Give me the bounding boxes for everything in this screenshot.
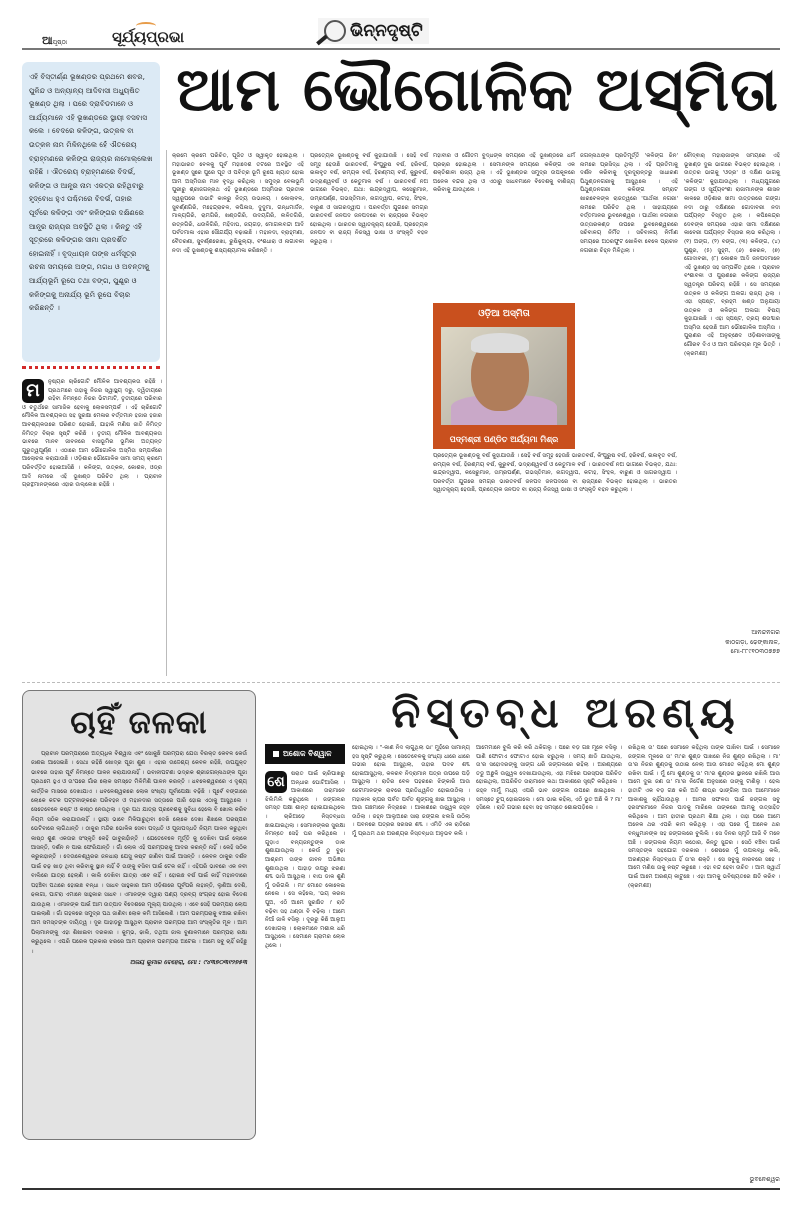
- article2-col4: [628, 744, 780, 1172]
- article1-col5-text: ଚୌଦ୍ଵାର୍ ମହାରାଜାଙ୍କ ସମୟରେ ଏହି ଭୂଖଣ୍ଡ ଦୁଇ ଭାଗରେ ବିଭକ୍ତ ହୋଇଥିଲା । ଉତ୍ତର ଭାଗକୁ 'ଓଡ୍ର' ଓ ଦକ୍ଷିଣ ଭାଗକୁ 'କଳିଙ୍ଗ' କୁହାଯାଉଥିଲା । ମଧ୍ୟଯୁଗରେ ଗଙ୍ଗ ଓ ସୂର୍ଯ୍ୟବଂଶୀ ରାଜାମାନଙ୍କ ଶାସନ କାଳରେ ଓଡ଼ିଶାର ସୀମା ଉତ୍ତରରେ ଗଙ୍ଗା ନଦୀ ଠାରୁ ଦକ୍ଷିଣରେ ଗୋଦାବରୀ ନଦୀ ପର୍ଯ୍ୟନ୍ତ ବିସ୍ତୃତ ଥିଲା । କପିଳେନ୍ଦ୍ର ଦେବଙ୍କ ସମୟରେ ଏହାର ସୀମା ଦକ୍ଷିଣରେ କାବେରୀ ପର୍ଯ୍ୟନ୍ତ ବିସ୍ତାର ଲାଭ କରିଥିଲା । (୧) ଅଙ୍ଗ, (୨) ବଙ୍ଗ, (୩) କଳିଙ୍ଗ, (୪) ପୁଣ୍ଡ୍ର, (୫) ସୁହ୍ମ, (୬) କେରଳ, (୭) ଗୋଦାବରୀ, (୮) କୋଶଳ ଆଦି ଜନପଦମାନେ ଏହି ଭୂଖଣ୍ଡ ସହ ସମ୍ପର୍କିତ ଥିଲେ । ପ୍ରାଚୀନ ବଂଶାବଳୀ ଓ ପୁରାଣରେ କଳିଙ୍ଗ ରାଜ୍ୟର ସ୍ୱତନ୍ତ୍ର ପରିଚୟ ରହିଛି । ସେ ସମୟରେ ଉତ୍କଳ ଓ କଳିଙ୍ଗ ଅଲଗା ରାଜ୍ୟ ଥିଲା । ଏହା ସ୍ପଷ୍ଟ, ବ୍ରହ୍ମ ଖଣ୍ଡ ଅନୁଯାୟୀ ଉତ୍କଳ ଓ କଳିଙ୍ଗ ଅଲଗା ବିଷୟ କୁହାଯାଇଛି । ଏହା ସ୍ପଷ୍ଟ, ତ୍ରୟ ଶତାବ୍ଦୀର ଅସ୍ମିତା ହେଉଛି ଆମ ଭୌଗୋଳିକ ଅସ୍ମିତା । ପୁରାଣର ଏହି ଅନୁଚ୍ଛେଦ ଓଡ଼ିଶାବାସୀଙ୍କୁ ଗୌରବ ଦିଏ ଓ ଆମ ପରିଚୟର ମୂଳ ଭିତ୍ତି ।: [684, 153, 780, 349]
- article1-col1: [22, 378, 162, 678]
- series-note: (କ୍ରମଶଃ): [684, 350, 708, 357]
- article1-col2-text: କ୍ରମେ କ୍ରମେ ପରିଚିତ, ପୂଜିତ ଓ ସ୍ୱୀକୃତ ହୋଇଥିଲା । ମହାଭାରତ ବେଳକୁ ପୂର୍ବ ମହାଦେଶ ତଟରେ ଅବସ୍ଥିତ ଏହି ଭୂଖଣ୍ଡ ସୁରେ ପୁରେ ପୂତ ଓ ପବିତ୍ର ଭୂମି ରୂପେ ଖ୍ୟାତ ହୋଇ ଆମ ଅସ୍ମିତାର ମାନ ବୃଦ୍ଧି କରିଥିଲା । ସମୁଦ୍ର ବେଳାଭୂମି ପୁରୀରୁ ଶ୍ରୀଜଗନ୍ନାଥ ଏହି ଭୂଖଣ୍ଡରେ ଅସ୍ମିତାର ପ୍ରତୀକ ସ୍ୱରୂପରେ ଉଭାଟି କାଳରୁ ନିତ୍ୟ ଉଭାଳୟ । କୋଲାବଳ, ସୁବର୍ଣ୍ଣଗିରି, ମହେନ୍ଦ୍ରାଚଳ, କପିଳାସ, ଦୁଦୁମା, ଗନ୍ଧମାର୍ଦ୍ଦନ, ମାଳ୍ୟଗିରି, ରାମଗିରି, ଖଣ୍ଡଗିରି, ଉଦୟଗିରି, ଲଳିତଗିରି, ରତ୍ନଗିରି, ଧଉଳିଗିରି, ମହିଦାଘ, ଜୟଗଡ଼, ମୋଗଲବନ୍ଦୀ ଆଦି ପର୍ବତମାଳା ଏହାର ସୌନ୍ଦର୍ଯ୍ୟ ବଢ଼ାଇଛି । ମହାନଦୀ, ବ୍ରାହ୍ମଣୀ, ବୈତରଣୀ, ସୁବର୍ଣ୍ଣରେଖା, ରୁଷିକୁଲ୍ୟା, ବଂଶଧାରା ଓ ନାଗାବଳୀ ନଦୀ ଏହି ଭୂଖଣ୍ଡକୁ ଶସ୍ୟଶ୍ୟାମଳା କରିଛନ୍ତି ।: [172, 153, 304, 254]
- article2-col1-text: ଷରାତ ପାଇଁ ଚାରିପାଖରୁ ଅନ୍ଧାର ଘୋଟିଆସିଲା । ଆକାଶରେ ତାରାମାନେ ଝିଲିମିଲି କରୁଥିଲେ । ଜଙ୍ଗଲର ସମସ୍ତ ପକ୍ଷୀ ଶାନ୍ତ ହୋଇଯାଇଥିଲେ । ଚାରିଆଡ଼େ ନିସ୍ତବ୍ଧତା ଛାଇଯାଇଥିଲା । ସେମାନଙ୍କର ସୁରକ୍ଷା ନିମନ୍ତେ ସେହି ଘର କରିଥିଲେ । ଗୁଡ଼ାଏ ବନ୍ୟଜନ୍ତୁଙ୍କ ଡାକ ଶୁଣାଯାଉଥିଲା । କେଉଁ ଠୁ ବୁଢ଼ା ଆଶ୍ରମ ତାଙ୍କ ଜୀବନ ଅଭିଜ୍ଞତା ଶୁଣାଉଥିଲା । ପାହାଡ଼ ଉପରୁ ଝରଣା ଶବ୍ଦ ଭାସି ଆସୁଥିଲା । ବାଘ ଡାକ ଶୁଣି ମୁଁ ଡରିଗଲି । ମା' ମୋତେ କୋଳେଇ ନେଲେ । ସେ କହିଲେ, 'ଭୟ କରନା ପୁଅ, ଏଠି ଆମେ ସୁରକ୍ଷିତ ।' ରାତି ବଢ଼ିବା ସହ ଥଣ୍ଡା ବି ବଢ଼ିଲା । ଆମେ ନିଆଁ ଜାଳି ବସିଲୁ । ଦୂରରୁ କିଛି ଆଲୁଅ ଦେଖାଗଲା । ଲୋକମାନେ ମଶାଲ ଧରି ଆସୁଥିଲେ । ସେମାନେ ଗ୍ରାମର ଲୋକ ଥିଲେ ।: [265, 771, 345, 949]
- article2-col3-text: ଆମେମାନେ ବୁଲି କରି କରି ଥକିଗଲୁ । ପରେ ବଡ଼ ଗଛ ମୂଳେ ବସିଲୁ । ପାଣି ଫୋଟାଏ ଫୋଟାଏ ହୋଇ ଝରୁଥିଲା । ସମୟ ଛାଡି ଯାଉଥିଲା, ତା'ର ସହୋଦରଙ୍କୁ ସାଙ୍ଗ ଧରି ଜଙ୍ଗଲରେ ରହିଲା । ଅରଣ୍ୟରେ ତଡୁ ଅଛୁଳି ଉଜ୍ଜ୍ୱଳ ଦେଖାଯାଉଥିଲା, ଏହା ମଝିରେ ପରସ୍ପର ପରିଚିତ ହୋଇଥିଲା, ଅପରିଚିତ ତାରାମାନେ କଥା ଆକାଶରେ ସୃଷ୍ଟି କରିଥିଲେ । ଜହ୍ନ ମାମୁଁ ମଧ୍ୟ ଏପରି ଭାବ ଜଙ୍ଗଲ ଉପରେ ଛାଇଥିଲେ । ସମସ୍ତେ ଚୁପ୍ ହୋଇଗଲେ । ମୋ ଭାଇ କହିଲା, ଏଠି ଭୂତ ଅଛି କି ? ମା' ହସିଲେ । ରାତି ଗଭୀର ହେବା ସହ ସମସ୍ତେ ଶୋଇପଡ଼ିଲେ ।: [476, 745, 622, 812]
- article1-col2: [172, 152, 304, 676]
- photo-hair: [471, 333, 529, 353]
- sidebar-text: ଏହି ବିସ୍ତୀର୍ଣ୍ଣ ଭୂଖଣ୍ଡର ପ୍ରଥମେ ଶବର, ପୁଳିନ୍ଦ ଓ ଅନ୍ୟାନ୍ୟ ଆଦିବାସୀ ଅଧ୍ୟୁଷିତ ଭୂଖଣ୍ଡ ଥିଲା । ପରେ ଦ୍ରାବିଡମାନେ ଓ ଆର୍ଯ୍ୟମାନେ ଏହି ଭୂଖଣ୍ଡରେ ସ୍ଥାୟୀ ବସବାସ କଲେ । ବେଦରେ କଳିଙ୍ଗ, ଉତ୍କଳ ବା ଉତ୍କଳ ନାମ ମିଳିନଥିଲେ ହେଁ ଐତରେୟ ବ୍ରାହ୍ମଣରେ କଳିଙ୍ଗ ରାଜ୍ୟର ନାମୋଲ୍ଲେଖ ରହିଛି । ଐତରେୟ ବ୍ରାହ୍ମଣରେ ବିଦର୍ଭ, କଳିଙ୍ଗ ଓ ଆନ୍ଧ୍ର ନାମ ଏକତ୍ର ରହିଥିବାରୁ ହୃଦ୍‌ବୋଧ ହୁଏ ପଶ୍ଚିମରେ ବିଦର୍ଭ, ତାହାର ପୂର୍ବରେ କଳିଙ୍ଗ ଏବଂ କଳିଙ୍ଗର ଦକ୍ଷିଣରେ ଆନ୍ଧ୍ର ରାଜ୍ୟର ଅବସ୍ଥିତି ଥିଲା । କିନ୍ତୁ ଏହି ସୂତ୍ରରେ କଳିଙ୍ଗର ସୀମା ପ୍ରଦର୍ଶିତ ହୋଇନାହିଁ । ବୃଦ୍ଧାୟନ ତାଙ୍କ ଧର୍ମସୂତ୍ର ରଚନା ସମୟରେ ଅଙ୍ଗ, ମଗଧ ଓ ଅବନ୍ତୀକୁ ଆର୍ଯ୍ୟଭୂମି ରୂପେ ତଥା ବଙ୍ଗ, ପୁଣ୍ଡ୍ର ଓ କଳିଙ୍ଗକୁ ଅନାର୍ଯ୍ୟ ଭୂମି ରୂପେ ବିଚାର କରିଛନ୍ତି ।: [29, 72, 153, 313]
- dotted-divider: [22, 366, 160, 369]
- article1-signature: [684, 628, 780, 657]
- column-divider: [166, 150, 167, 676]
- sidebox-article: [22, 690, 256, 1140]
- newspaper-logo: [112, 28, 184, 46]
- article1-col3: [310, 152, 428, 676]
- dropcap: ମ: [22, 379, 44, 403]
- article2-col1: [265, 770, 345, 1182]
- section-logo: [318, 18, 429, 44]
- magnifier-icon: [324, 20, 346, 42]
- article1-col4b: [580, 152, 678, 452]
- byline: [265, 744, 345, 764]
- article2-col3: [476, 744, 622, 1174]
- page-header: [0, 0, 800, 50]
- article2-col2-text: ହୋଇଥିଲା । "-କାଣ ନିଦ ଲାଗୁଥିଲା ଭା' ମୁହଁରେ ସାମାନ୍ୟ ହସ ସୃଷ୍ଟି କରୁଥିଲା । ସେତେବେଳକୁ ସଂଧ୍ୟା ଧୀରେ ଧୀରେ ଗଭୀର ହୋଇ ଆସୁଥିଲା, ତାହାର ପଦଚ ଶବ୍ଦ ହୋଇଆସୁଥିଲା, କଳରବ ନିଦ୍ରାମାନ ପତ୍ର ଉପରେ ପଡ଼ି ଆସୁଥିଲା । ରାତିର ବେଳ ପହରରେ ଝିଙ୍କାରି ଆଉ ଜେଟୀମାନଙ୍କ ରାବରେ ପ୍ରତିଧ୍ୱନିତ ହୋଇଉଠିଲା । ମହାକାଳ ଚାପର ପର୍ବତ ପର୍ବତ ଶୃଙ୍ଗକୁ ଛାଇ ଆସୁଥିଲା । ଆଉ ଗଛମାନେ ନିଦ୍ରାରେ । ଆକାଶରେ ଉଜ୍ଜ୍ୱଳ ଜହ୍ନ ଉଠିଲା । ଜହ୍ନ ଆଲୁଅରେ ସାରା ଜଙ୍ଗଲ ଝଲସି ଉଠିଲା । ପବନରେ ପତ୍ରର ସରସର ଶବ୍ଦ । ଏମିତି ଏକ ରାତିରେ ମୁଁ ପ୍ରଥମ ଥର ଅରଣ୍ୟର ନିସ୍ତବ୍ଧତା ଅନୁଭବ କଲି ।: [352, 745, 470, 837]
- article1-col5: [684, 152, 780, 624]
- sidebar-quote-box: [22, 62, 160, 362]
- page-number-value: ଆ: [42, 34, 53, 47]
- article2-col2: [352, 744, 470, 1174]
- signature-phone: ମୋ-୮୮୯୧୦୩୦୭୭୭: [730, 648, 780, 655]
- author-portrait-card: [433, 303, 575, 449]
- sidebox-signature: ଅଜୟ କୁମାର ବେହେରା, ମୋ : ୯୪୩୭୦୩୧୨୭୫୩: [129, 958, 247, 966]
- article1-col4c: [433, 452, 677, 676]
- article1-col4c-text: ପ୍ରତ୍ୟେକ ଭୂଖଣ୍ଡକୁ ବର୍ଷ କୁହାଯାଉଛି । ସେହି ବର୍ଷ ସମୂହ ହେଉଛି ଭାରତବର୍ଷ, କିଂପୁରୁଷ ବର୍ଷ, ହରିବର୍ଷ, ଇଳାବୃତ ବର୍ଷ, ରମ୍ୟକ ବର୍ଷ, ହିରଣ୍ମୟ ବର୍ଷ, କୁରୁବର୍ଷ, ଭଦ୍ରାଶ୍ୱବର୍ଷ ଓ କେତୁମାଳ ବର୍ଷ । ଭାରତବର୍ଷ ନଅ ଭାଗରେ ବିଭକ୍ତ, ଯଥା: ଇନ୍ଦ୍ରଦ୍ୱୀପ, କସେରୁମାନ, ତାମ୍ରପର୍ଣ୍ଣ, ଗଭସ୍ତିମାନ, ନାଗଦ୍ୱୀପ, କଟାହ, ସିଂହଳ, ବାରୁଣ ଓ ସାଗରଦ୍ୱୀପ । ପରବର୍ତ୍ତୀ ଯୁଗରେ ସମଗ୍ର ଭାରତବର୍ଷ ଜନପଦ ଜନପଦରେ ବା ରାଜ୍ୟରେ ବିଭକ୍ତ ହୋଇଥିଲା । ଭାରତର ସ୍ୱାତନ୍ତ୍ର୍ୟ ହେଉଛି, ପ୍ରତ୍ୟେକ ଜନପଦ ବା ରାଜ୍ୟ ନିଜସ୍ୱ ଭାଷା ଓ ସଂସ୍କୃତି ବହନ କରୁଥିଲା ।: [433, 453, 677, 494]
- signature-line1: ଆନନ୍ଦନଗର: [751, 629, 780, 636]
- article1-col3-text: ପ୍ରତ୍ୟେକ ଭୂଖଣ୍ଡକୁ ବର୍ଷ କୁହାଯାଉଛି । ସେହି ବର୍ଷ ସମୂହ ହେଉଛି ଭାରତବର୍ଷ, କିଂପୁରୁଷ ବର୍ଷ, ହରିବର୍ଷ, ଇଳାବୃତ ବର୍ଷ, ରମ୍ୟକ ବର୍ଷ, ହିରଣ୍ମୟ ବର୍ଷ, କୁରୁବର୍ଷ, ଭଦ୍ରାଶ୍ୱବର୍ଷ ଓ କେତୁମାଳ ବର୍ଷ । ଭାରତବର୍ଷ ନଅ ଭାଗରେ ବିଭକ୍ତ, ଯଥା: ଇନ୍ଦ୍ରଦ୍ୱୀପ, କସେରୁମାନ, ତାମ୍ରପର୍ଣ୍ଣ, ଗଭସ୍ତିମାନ, ନାଗଦ୍ୱୀପ, କଟାହ, ସିଂହଳ, ବାରୁଣ ଓ ସାଗରଦ୍ୱୀପ । ପରବର୍ତ୍ତୀ ଯୁଗରେ ସମଗ୍ର ଭାରତବର୍ଷ ଜନପଦ ଜନପଦରେ ବା ରାଜ୍ୟରେ ବିଭକ୍ତ ହୋଇଥିଲା । ଭାରତର ସ୍ୱାତନ୍ତ୍ର୍ୟ ହେଉଛି, ପ୍ରତ୍ୟେକ ଜନପଦ ବା ରାଜ୍ୟ ନିଜସ୍ୱ ଭାଷା ଓ ସଂସ୍କୃତି ବହନ କରୁଥିଲା ।: [310, 153, 428, 245]
- article2-signature: ଭୁବନେଶ୍ୱର: [749, 1176, 780, 1183]
- brand-name: ସୂର୍ଯ୍ୟପ୍ରଭା: [112, 28, 185, 46]
- page-number: [42, 34, 67, 48]
- footer-rule: [22, 1188, 780, 1190]
- section-divider: [22, 682, 780, 683]
- headline-main: ଆମ ଭୌଗୋଳିକ ଅସ୍ମିତା: [176, 55, 779, 125]
- page-label: ପୃଷ୍ଠା: [52, 39, 67, 46]
- bullet-icon: [273, 751, 279, 757]
- article1-col4: [433, 152, 575, 300]
- signature-line2: କାଠଗଡ଼ା, ଢେଙ୍କାନାଳ,: [725, 638, 780, 646]
- headline-story: ନିସ୍ତବ୍ଧ ଅରଣ୍ୟ: [391, 688, 741, 737]
- author-name: ପଦ୍ମଶ୍ରୀ ପଣ୍ଡିତ ଅର୍ଯ୍ୟମା ମିଶ୍ର: [449, 435, 559, 444]
- article2-col4-text: ରଖିଥିଲା ତା' ପରେ ସେମାନେ କହିଥିଲା ତାଙ୍କ ପାଖିବା ପାଇଁ । ସେମାନେ ଜଙ୍ଗଲ ମୂଳରେ ତା' ମା'ର ଶୁଣ୍ଡ ପାଖରେ ନିଜ ଶୁଣ୍ଡ ରଖିଥିଲା । ମା' ତା'ର ନିଜର ଶୁଣ୍ଡକୁ ଉଠାଇ ନେଲା ଆଉ ମୋତେ କହିଥିଲା ମୋ ଶୁଣ୍ଡ ରଖିବା ପାଇଁ । ମୁଁ ମୋ ଶୁଣ୍ଡକୁ ତା' ମା'ର ଶୁଣ୍ଡର ସ୍ଥାନରେ ରଖିଲି ଆଉ ଆମେ ଦୁଇ ଜଣ ତା' ମା'ର ନିର୍ଦ୍ଦେଶ ଅନୁସାରେ ତାଙ୍କୁ ଟାଣିଲୁ । ହେଲ ହାତୀଟି ଏକ ବଡ଼ ଗଛ କରି ଅତି ଶୀଘ୍ର ଭାଙ୍ଗିଲା ଆଉ ଆମେମାନେ ଆକାଶକୁ ଚାହିଁଯାଉଥିଲୁ । ଆମର ସଫଳତା ପାଇଁ ଜଙ୍ଗଲ ସବୁ ହରସଂରମାନେ ନିଜର ପାଦକୁ ମାରିଲେ ତାଙ୍କରେ ଆମକୁ ଉତ୍ସାହିତ କରିଥିଲେ । ଆମ ହାତୀର ପ୍ରଥମ ଶିକ୍ଷା ଥିଲା । ତାହା ପରେ ଆମେ ଅନେକ ଥର ଏପରି କାମ କରିଥିଲୁ । ଏହା ପରେ ମୁଁ ଅନେକ ଥର ବନ୍ଧୁମାନଙ୍କ ସହ ଜଙ୍ଗଲରେ ବୁଲିଲି । ସେ ଦିନର ସ୍ମୃତି ଆଜି ବି ମନେ ଅଛି । ଜଙ୍ଗଲର ନିୟମ କଠୋର, କିନ୍ତୁ ସୁନ୍ଦର । ସେଠି ବଞ୍ଚିବା ପାଇଁ ସମସ୍ତଙ୍କ ସହଯୋଗ ଦରକାର । ଶେଷରେ ମୁଁ ଉପଲବ୍ଧି କଲି, ଅରଣ୍ୟର ନିସ୍ତବ୍ଧତା ହିଁ ତା'ର ଶକ୍ତି । ସେ ସବୁକୁ ନୀରବରେ ସହେ । ଆମେ ମଣିଷ ତାକୁ ନଷ୍ଟ କରୁଛେ । ଏହା ବନ୍ଦ ହେବା ଉଚିତ । ଆମ ସ୍ୱାର୍ଥ ପାଇଁ ଆମେ ଅରଣ୍ୟ କାଟୁଛେ । ଏହା ଆମକୁ ଭବିଷ୍ୟତରେ କ୍ଷତି କରିବ ।(କ୍ରମଶଃ): [628, 745, 780, 889]
- header-rule: [22, 48, 780, 50]
- sun-rays-icon: [136, 22, 156, 30]
- article1-col4b-text: ଜଗନ୍ନାଥଙ୍କ ପ୍ରତିମୂର୍ତ୍ତି 'କଳିଙ୍ଗ ଜିନ' ନାମରେ ପ୍ରସିଦ୍ଧ ଥିଲା । ଏହି ପ୍ରତିମାକୁ ଦର୍ଶନ କରିବାକୁ ଦୂରଦୂରାନ୍ତରୁ ସାଧାରଣ ପିଥୁଣ୍ଡନଗରୀକୁ ଆସୁଥିଲେ । ଏହି ପିଥୁଣ୍ଡନଗରୀ କଳିଙ୍ଗ ସମ୍ରାଟ ଖାରବେଳଙ୍କ ରାଜତ୍ୱରେ 'ପାର୍ଥଲୀ ନଗରୀ' ନାମରେ ପରିଚିତ ଥିଲା । ସାହାଯ୍ୟରେ ବର୍ତ୍ତମାନର ଭୁବନେଶ୍ୱର । ପାର୍ଥଲୀ ନଗରୀର ଉତ୍ତାରକଣ୍ଡ ଉପରେ ଭୁବନେଶ୍ୱରରେ ସଚିବାଳୟ ନିର୍ମିତ । ସଚିବାଳୟ ନିର୍ମାଣ ସମୟରେ ଅଠରଫୁଟ ଖୋଳିବା ବେଳେ ପ୍ରାଚୀନ ନଗରୀର ଚିହ୍ନ ମିଳିଥିଲା ।: [580, 153, 678, 254]
- sidebox-text: ପ୍ରାଚୀନ ପରମ୍ପରାରେ ଅତ୍ୟଧିକ ବିଶ୍ୱାସ ଏବଂ ସୋକୁଛି ପରମ୍ପରା ଯେତା ବିରକ୍ତ କେବଳ କେଉଁ ଜାଣଇ ଆସେଇଛି । ସେଥା ରହିଛି ଖୋଦ୍ର ପୂଜା ଶୁଣ । ଏହାର ଉଦ୍ଦେଶ୍ୟ କେବଳ ରହିଛି, ଉପଯୁକ୍ତ ଭାବରେ ତାହାର ପୂର୍ବ ନିମନ୍ତେ ପାଳନ କରାଯାଉନାହିଁ । ଭବାନୀପଟଣା ଭଦ୍ରକ ଶ୍ରୀଜଗନ୍ନାଥଙ୍କ ପୂଜା ପ୍ରଥମେ ହୁଏ ଓ ତା'ପରେ ଗାଁର ଲୋକ ସମସ୍ତେ ମିଳିମିଶି ପାଳନ କରନ୍ତି । ଧବଳେଶ୍ୱରରେ ଏ ଦୃଶ୍ୟ କାର୍ତ୍ତିକ ମାସରେ ଦେଖାଯାଏ । ଧବଳେଶ୍ୱରରେ ଲୋକ ସଂଖ୍ୟା ପୂର୍ବାପେକ୍ଷା ବଢ଼ିଛି । ପୂର୍ବେ ବଙ୍ଗାରେ ଲୋକେ କଟକ ପଟ୍ଟନୀଙ୍କରେ ପରିବହନ ଓ ମହାନଦୀର ସତ୍ତାରେ ପାରି ହୋଇ ଏଠାକୁ ଆସୁଥିଲେ । ସେତେବେଳେ କଷ୍ଟ ଓ କାଷ୍ଠ ନେଉଥିଲା । ଦୂର ପଥ ଯାତ୍ରା ପ୍ରବେଶକୁ ସୁବିଧା ହେଲେ ବି ଖୋଲ କରିବ ନିୟମ ସଠିକ କରାଯାଉନାହିଁ । ସ୍ଥାୟୀ ଭାବେ ମିଳିପାରୁଥିବା ଦେଖି ଲୋକେ ଦେଖା ଶିଖଲେ ପରଷ୍ପର ଭେଟିବାରେ ଲାଗିଥାନ୍ତି । ଠାକୁର ମନ୍ଦିର ଭୋଳିକ ସେବା ପଦ୍ଧତି ଓ ପୂଜାପଦ୍ଧତି ନିୟମ ପାଳନ କରୁଥିବା କାଷ୍ଠ ଶୁଣ ଏକତାର ସଂସ୍କୃତି କେହି ଭାବୁନାହାଁନ୍ତି । ଯେତେବେଳେ ମୂର୍ତ୍ତି କୁ ଦେଖିବା ପାଇଁ ଲୋକେ ଆସନ୍ତି, ଦର୍ଶନ ନ ପାଇ ଫେରିଯାନ୍ତି । ଗାଁ ଲୋକ ଏହି ପରମ୍ପରାକୁ ଆଦର କରନ୍ତି ନାହିଁ । କେହି ସଠିକ କରୁନାହାନ୍ତି । ଦେଉଳେଶ୍ୱରର ଜଳଧାରା ଯେସୁ କଷ୍ଟ ଜାଣିବା ପାଇଁ ଆସନ୍ତି । କେବଳ ଠାକୁର ଦର୍ଶନ ପାଇଁ ଚଢ଼ ଖାଡ଼ ଥିବା କରିବାକୁ ସ୍ଥାନ ନାହିଁ ବି ତାଙ୍କୁ ବସିବା ପାଇଁ ଟେକ ନାହିଁ । ଏହିପରି ଭାବରେ ଏକ ନବୀ ବାଲିରେ ଯାତ୍ରା ହେଲାଣି । କାଲି ଦେଖିବା ଯାତ୍ରା ଏବେ ନାହିଁ । ହୋଇଛ ବର୍ଷ ପାଇଁ କାହିଁ ମହାନଦୀରେ ପହଞ୍ଚିବା ପଥରେ ହୋଇଛ ବନ୍ଧା । ସାଧବ ସାହୁକାର ଆମ ଓଡ଼ିଶାରେ ପୂର୍ବପରି ନାହାନ୍ତି, ଲୁଣିଆ ଦେଶି, ଢଳାଗୀ, ପାଟରା ଏମାନେ ସାହୁକାର ସାଧବ । ଏମାନଙ୍କ ଦ୍ୱାରା ପଣ୍ୟ ଦ୍ରବ୍ୟ ସଂଗ୍ରହ ହୋଇ ବିଦେଶ ଯାଉଥିଲା । ଏମାନଙ୍କ ପାଇଁ ଆମ ଉତ୍ପାଦ ବିଦେଶରେ ମୂଲ୍ୟ ପାଉଥିଲା । ଏବେ ସେହି ପରମ୍ପରା ଲୋପ ପାଇଲାଣି । ଗାଁ ଗହଳରେ ସମୁଦ୍ର ପଥ ଜାଣିବା ଲୋକ କମି ଆସିଲେଣି । ଆମ ପରମ୍ପରାକୁ ବଞ୍ଚାଇ ରଖିବା ଆମ ସମସ୍ତଙ୍କ ଦାୟିତ୍ୱ । ଦୂର ପାହାଡ଼ରୁ ଆସୁଥିବା ପ୍ରାଚୀନ ପରମ୍ପରା ଆମ ସଂସ୍କୃତିର ମୂଳ । ଆମ ପିଲାମାନଙ୍କୁ ଏହା ଶିଖାଇବା ଦରକାର । କୁମ୍ଭ, ଢାଲି, ତଥିଆ ଜାଲ ବୁଣାଳମାନେ ପରମ୍ପରା ରକ୍ଷା କରୁଥିଲେ । ଏପରି ପରେକ ପ୍ରକାର ଝରରେ ଆମ ପ୍ରାଚୀନ ପରମ୍ପରା ଅଟେଇ । ଆମେ ସବୁ ଚାହିଁ ରହିଛୁ ।: [31, 751, 247, 955]
- sidebox-title: ଚାହିଁ ଜଳକା: [70, 703, 208, 741]
- dropcap2: ଶେ: [265, 771, 287, 793]
- article1-col4-text: ମହାବୀର ଓ ଗୌତମ ବୁଦ୍ଧଙ୍କ ସମୟରେ ଏହି ଭୂଖଣ୍ଡରେ ଧର୍ମ ପ୍ରଚାର ହୋଇଥିଲା । ସେମାନଙ୍କ ସମୟରେ କଳିଙ୍ଗ ଏକ ଶକ୍ତିଶାଳୀ ରାଜ୍ୟ ଥିଲା । ଏହି ଭୂଖଣ୍ଡର ସମୁଦ୍ର ଉପକୂଳରେ ଅନେକ ବନ୍ଦର ଥିଲା ଓ ଏଠାରୁ ସାଧବମାନେ ବିଦେଶକୁ ବାଣିଜ୍ୟ କରିବାକୁ ଯାଉଥିଲେ ।: [433, 153, 575, 194]
- portrait-label: ଓଡ଼ିଆ ଅସ୍ମିତା: [478, 309, 530, 319]
- section-title: ଭିନ୍ନଦୃଷ୍ଟି: [350, 21, 423, 41]
- article1-col1-text: ନୁଷ୍ୟର ଚାରିଗୋଟି ମୌଳିକ ଆବଶ୍ୟକତା ରହିଛି । ପ୍ରଥମରେ ତାହାକୁ ନିଜର ସ୍ୱାସ୍ଥ୍ୟ ଦରୁ, ଦ୍ୱିତୀୟରେ ରହିବା ନିମନ୍ତେ ନିଜର ଭିଟାମାଟି, ତୃତୀୟରେ ପରିବାର ଓ ଚତୁର୍ଥରେ ସାମାଜିକ ହେବାକୁ ଲୋକସମ୍ପର୍କ । ଏହି ଚାରିଗୋଟି ମୌଳିକ ଆବଶ୍ୟକତା ସହ ସୁରକ୍ଷା ମେଳାର ବର୍ତ୍ତମାନ ହଜାର ହଜାର ଆବଶ୍ୟକତାରେ ପରିଣତ ହୋଇଛି, ଯାହାକି ମଣିଷ ଜାତି ନିମିତ୍ତ ନିମିତ୍ତ ବିଚାର ସୃଷ୍ଟି କରିଛି । ତୃତୀୟ ମୌଳିକ ଆବଶ୍ୟକତା ଭାବରେ ମାନବ ଜୀବନରେ ବାସଭୂମିର ଭୂମିକା ଅତ୍ୟନ୍ତ ଗୁରୁତ୍ୱପୂର୍ଣ୍ଣ । ଏଠାରେ ଆମ ଭୌଗୋଳିକ ଅସ୍ମିତା ସମ୍ପର୍କରେ ଆଲୋଚନା କରାଯାଉଛି । ଓଡ଼ିଶାର ଭୌଗୋଳିକ ସୀମା ସମୟ କ୍ରମେ ପରିବର୍ତ୍ତିତ ହୋଇଆସିଛି । କଳିଙ୍ଗ, ଉତ୍କଳ, କୋଶଳ, ଓଡ୍ର ଆଦି ନାମରେ ଏହି ଭୂଖଣ୍ଡ ପରିଚିତ ଥିଲା । ପ୍ରାଚୀନ ଗ୍ରନ୍ଥମାନଙ୍କରେ ଏହାର ଉଲ୍ଲେଖ ରହିଛି ।: [22, 379, 162, 489]
- byline-author: ଅଶୋକ ବିଶ୍ୱାଳ: [283, 749, 332, 758]
- author-photo: [441, 327, 567, 425]
